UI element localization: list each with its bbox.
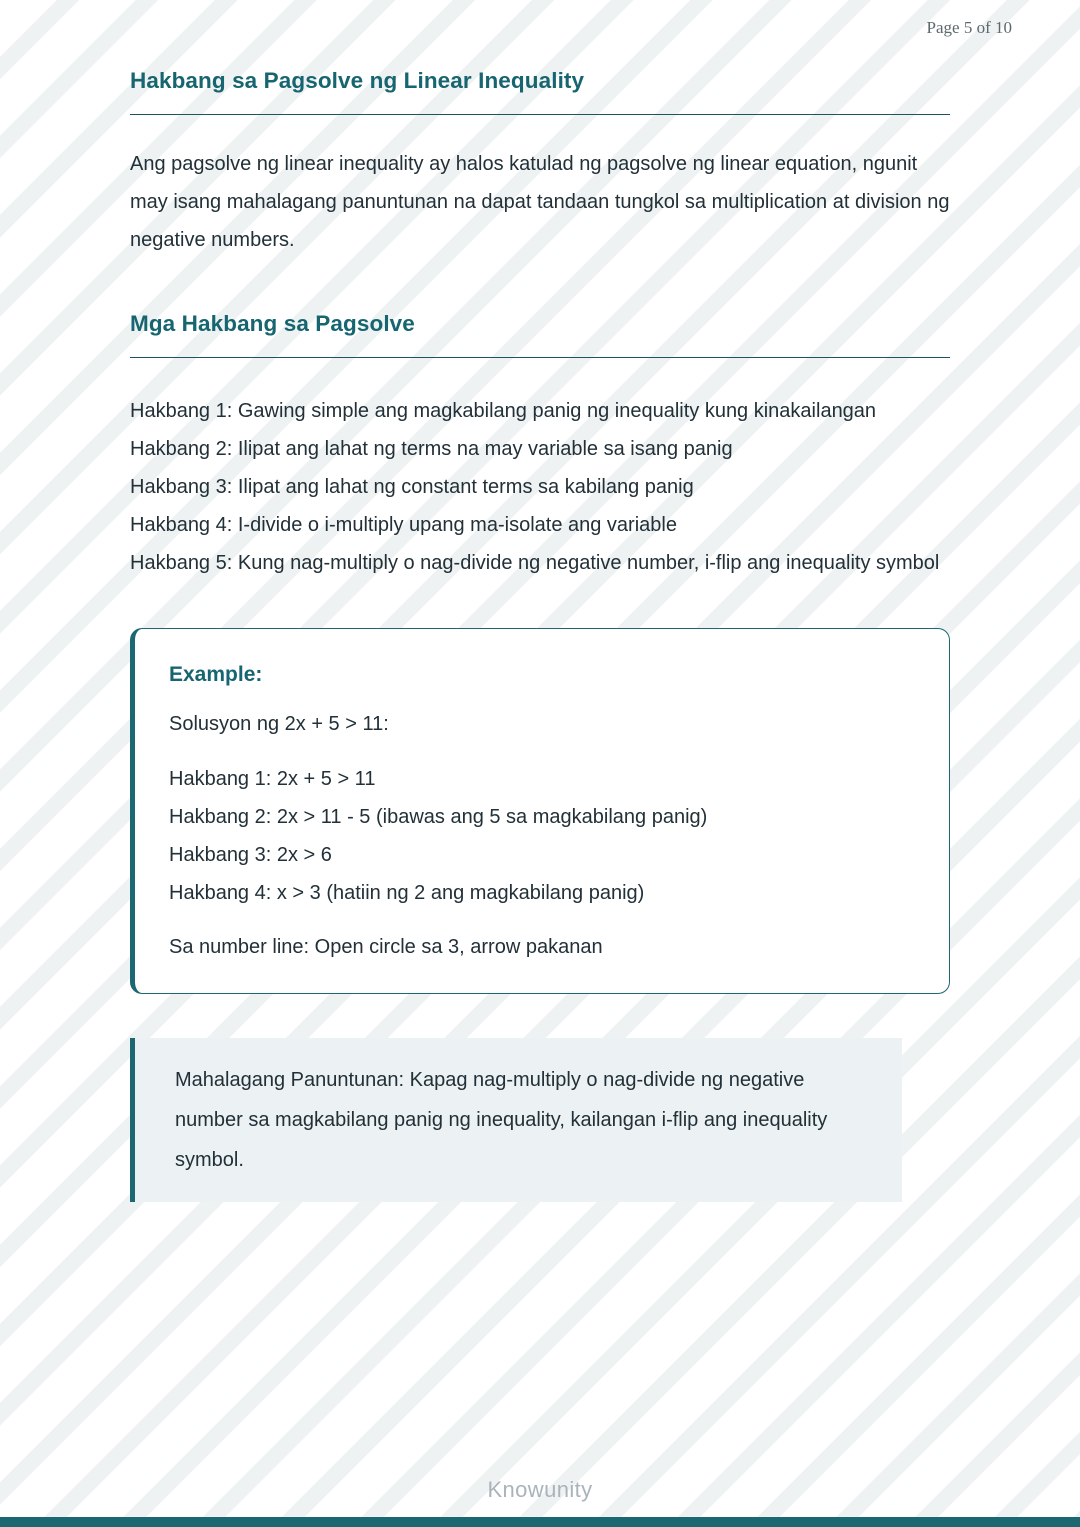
- step-line: Hakbang 1: Gawing simple ang magkabilang panig ng inequality kung kinakailangan: [130, 400, 877, 422]
- step-line: Hakbang 5: Kung nag-multiply o nag-divide ng negative number, i-flip ang inequality symbol: [130, 552, 940, 574]
- section-divider: [130, 114, 950, 115]
- page-number: Page 5 of 10: [926, 18, 1012, 37]
- section-title-mga-hakbang: Mga Hakbang sa Pagsolve: [130, 311, 415, 336]
- example-step-line: Hakbang 1: 2x + 5 > 11: [169, 768, 376, 790]
- example-box: [130, 628, 950, 994]
- example-step-line: Hakbang 3: 2x > 6: [169, 844, 332, 866]
- example-number-line-note: Sa number line: Open circle sa 3, arrow pakanan: [169, 936, 603, 958]
- bottom-accent-bar: [0, 1517, 1080, 1527]
- important-rule-callout: [130, 1038, 902, 1202]
- intro-paragraph: Ang pagsolve ng linear inequality ay halos katulad ng pagsolve ng linear equation, ngunit may isang mahalagang panuntunan na dapat tandaan tungkol sa multiplication at division ng negative numbers.: [130, 153, 950, 251]
- section-title-linear-inequality: Hakbang sa Pagsolve ng Linear Inequality: [130, 68, 585, 93]
- content-column: [0, 68, 1080, 1202]
- step-line: Hakbang 4: I-divide o i-multiply upang ma-isolate ang variable: [130, 514, 677, 536]
- footer-brand: Knowunity: [487, 1477, 593, 1502]
- example-step-line: Hakbang 2: 2x > 11 - 5 (ibawas ang 5 sa magkabilang panig): [169, 806, 708, 828]
- step-line: Hakbang 2: Ilipat ang lahat ng terms na may variable sa isang panig: [130, 438, 733, 460]
- example-step-line: Hakbang 4: x > 3 (hatiin ng 2 ang magkabilang panig): [169, 882, 645, 904]
- step-line: Hakbang 3: Ilipat ang lahat ng constant terms sa kabilang panig: [130, 476, 694, 498]
- section-divider: [130, 357, 950, 358]
- example-label: Example:: [169, 663, 263, 686]
- steps-list: [130, 392, 950, 582]
- callout-text: Mahalagang Panuntunan: Kapag nag-multiply o nag-divide ng negative number sa magkabilang panig ng inequality, kailangan i-flip ang inequality symbol.: [175, 1069, 828, 1171]
- example-steps-list: [169, 760, 915, 912]
- example-intro: Solusyon ng 2x + 5 > 11:: [169, 713, 389, 735]
